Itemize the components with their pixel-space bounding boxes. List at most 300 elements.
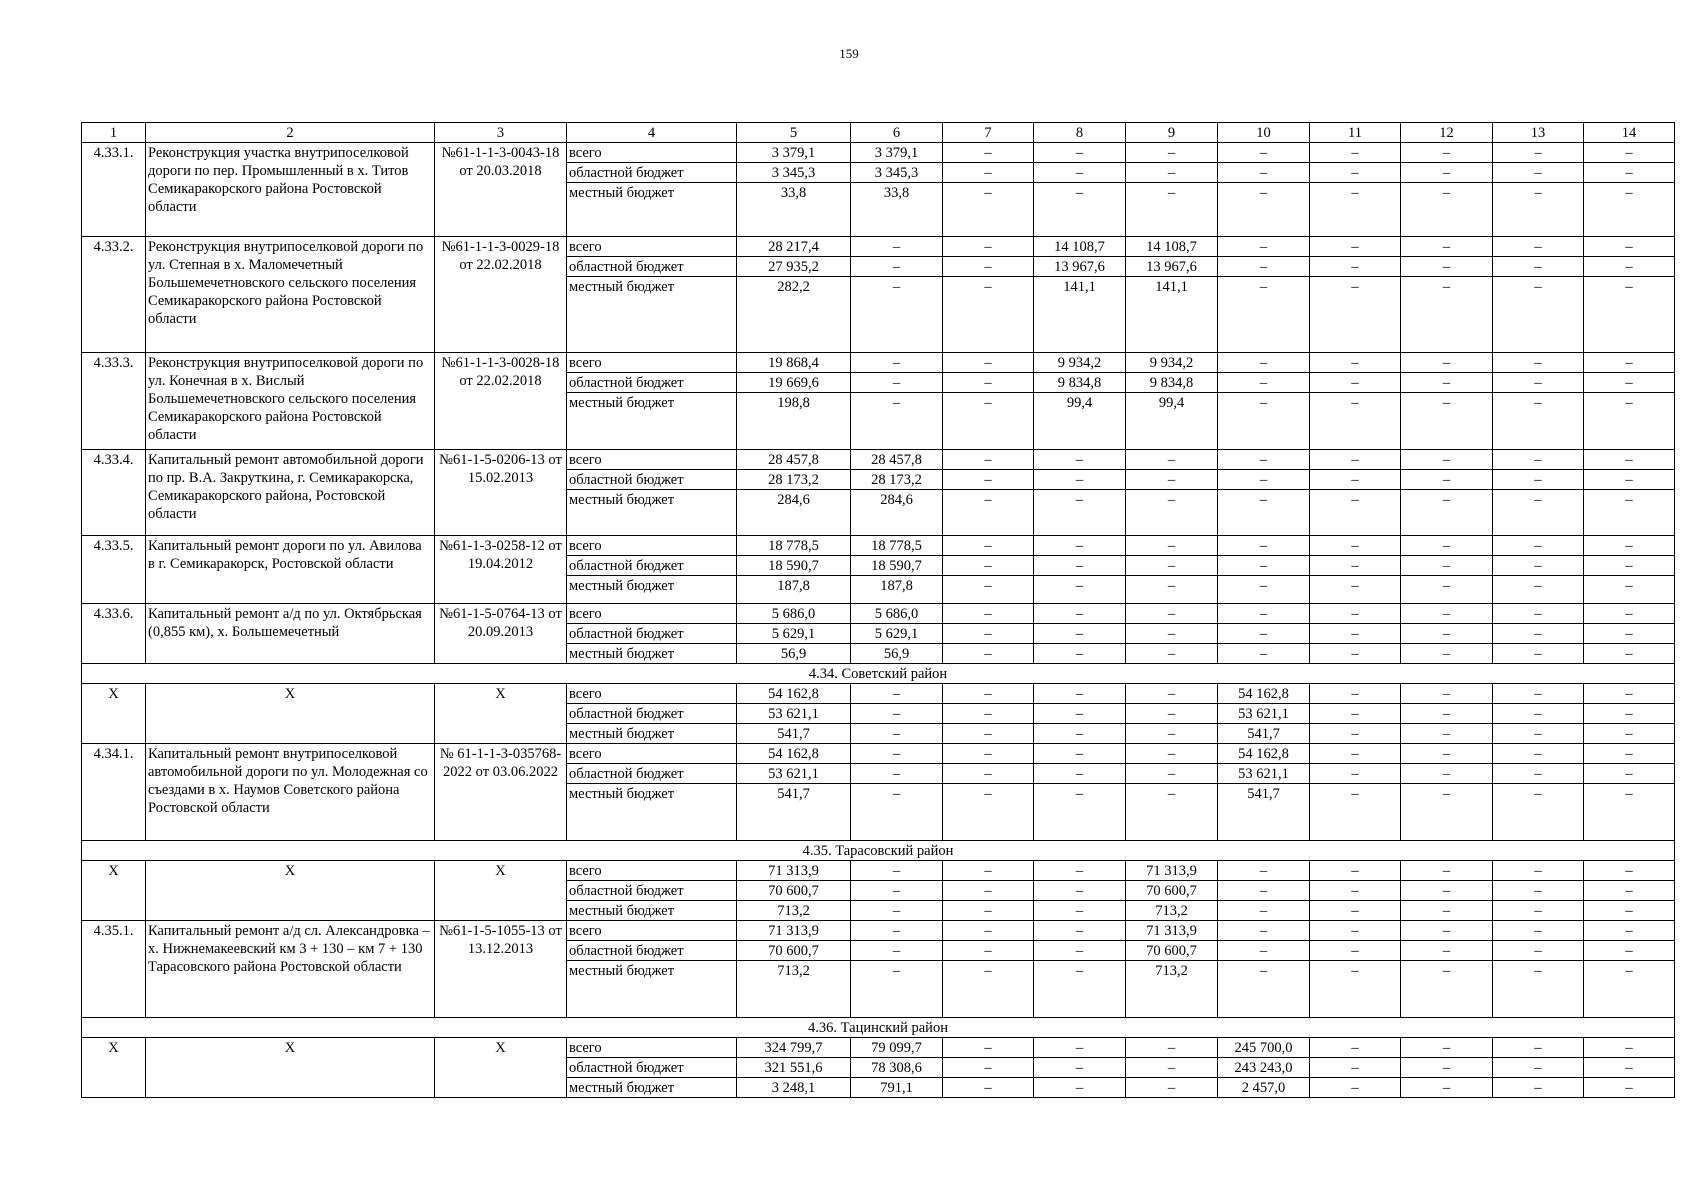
amount-cell: – xyxy=(1401,353,1493,373)
row-name: X xyxy=(146,861,435,921)
amount-cell: – xyxy=(1584,784,1675,841)
amount-cell: – xyxy=(1034,941,1126,961)
amount-cell: – xyxy=(1584,1078,1675,1098)
amount-cell: – xyxy=(1034,183,1126,237)
row-document: №61-1-5-1055-13 от 13.12.2013 xyxy=(435,921,567,1018)
amount-cell: – xyxy=(943,450,1034,470)
amount-cell: – xyxy=(851,277,943,353)
amount-cell: – xyxy=(1034,556,1126,576)
amount-cell: – xyxy=(1034,961,1126,1018)
amount-cell: – xyxy=(943,470,1034,490)
amount-cell: – xyxy=(1034,724,1126,744)
amount-cell: – xyxy=(943,901,1034,921)
amount-cell: – xyxy=(1218,901,1310,921)
amount-cell: – xyxy=(1584,393,1675,450)
funding-source: областной бюджет xyxy=(567,373,737,393)
amount-cell: 3 345,3 xyxy=(851,163,943,183)
amount-cell: – xyxy=(1034,604,1126,624)
funding-source: областной бюджет xyxy=(567,163,737,183)
amount-cell: – xyxy=(943,277,1034,353)
amount-cell: – xyxy=(1584,277,1675,353)
amount-cell: – xyxy=(943,921,1034,941)
amount-cell: – xyxy=(1126,183,1218,237)
amount-cell: – xyxy=(1310,576,1401,604)
amount-cell: – xyxy=(1310,353,1401,373)
amount-cell: – xyxy=(1310,277,1401,353)
table-row xyxy=(82,684,1675,704)
amount-cell: – xyxy=(1126,1078,1218,1098)
funding-source: местный бюджет xyxy=(567,183,737,237)
amount-cell: – xyxy=(1584,450,1675,470)
amount-cell: – xyxy=(851,961,943,1018)
amount-cell: – xyxy=(943,1038,1034,1058)
amount-cell: – xyxy=(1401,961,1493,1018)
amount-cell: – xyxy=(851,921,943,941)
amount-cell: – xyxy=(1584,1038,1675,1058)
amount-cell: – xyxy=(1126,1058,1218,1078)
amount-cell: – xyxy=(1034,450,1126,470)
amount-cell: – xyxy=(1584,576,1675,604)
amount-cell: – xyxy=(851,941,943,961)
amount-cell: – xyxy=(1401,624,1493,644)
row-document: № 61-1-1-3-035768-2022 от 03.06.2022 xyxy=(435,744,567,841)
funding-source: местный бюджет xyxy=(567,644,737,664)
amount-cell: 28 217,4 xyxy=(737,237,851,257)
amount-cell: – xyxy=(1401,1078,1493,1098)
amount-cell: – xyxy=(1584,901,1675,921)
amount-cell: – xyxy=(1401,393,1493,450)
row-name: Реконструкция внутрипоселковой дороги по ул. Конечная в х. Вислый Большемечетновского сельского поселения Семикаракорского района Ростовской области xyxy=(146,353,435,450)
amount-cell: 70 600,7 xyxy=(1126,881,1218,901)
amount-cell: 99,4 xyxy=(1126,393,1218,450)
funding-source: местный бюджет xyxy=(567,961,737,1018)
budget-table xyxy=(81,122,1675,1098)
amount-cell: – xyxy=(1310,784,1401,841)
row-code: 4.33.4. xyxy=(82,450,146,536)
amount-cell: – xyxy=(1218,143,1310,163)
amount-cell: – xyxy=(1034,1078,1126,1098)
column-number: 7 xyxy=(943,123,1034,143)
amount-cell: – xyxy=(1401,450,1493,470)
amount-cell: – xyxy=(1584,744,1675,764)
amount-cell: – xyxy=(1493,353,1584,373)
amount-cell: – xyxy=(1584,183,1675,237)
amount-cell: – xyxy=(1310,604,1401,624)
column-number: 8 xyxy=(1034,123,1126,143)
amount-cell: – xyxy=(1218,624,1310,644)
amount-cell: – xyxy=(1218,450,1310,470)
amount-cell: – xyxy=(1401,744,1493,764)
amount-cell: – xyxy=(1034,624,1126,644)
amount-cell: – xyxy=(851,257,943,277)
funding-source: областной бюджет xyxy=(567,1058,737,1078)
column-number: 13 xyxy=(1493,123,1584,143)
row-name: Капитальный ремонт дороги по ул. Авилова в г. Семикаракорск, Ростовской области xyxy=(146,536,435,604)
amount-cell: – xyxy=(1401,764,1493,784)
amount-cell: – xyxy=(1218,163,1310,183)
amount-cell: – xyxy=(1034,576,1126,604)
amount-cell: – xyxy=(943,353,1034,373)
amount-cell: 33,8 xyxy=(851,183,943,237)
amount-cell: – xyxy=(1493,901,1584,921)
row-name: X xyxy=(146,684,435,744)
amount-cell: – xyxy=(1584,1058,1675,1078)
amount-cell: – xyxy=(1034,901,1126,921)
amount-cell: – xyxy=(1310,861,1401,881)
amount-cell: 28 457,8 xyxy=(737,450,851,470)
amount-cell: – xyxy=(1218,644,1310,664)
funding-source: местный бюджет xyxy=(567,1078,737,1098)
amount-cell: – xyxy=(851,373,943,393)
amount-cell: – xyxy=(943,744,1034,764)
amount-cell: – xyxy=(1034,861,1126,881)
amount-cell: – xyxy=(1310,704,1401,724)
amount-cell: – xyxy=(1401,941,1493,961)
amount-cell: – xyxy=(1401,784,1493,841)
amount-cell: – xyxy=(1493,941,1584,961)
amount-cell: – xyxy=(1493,624,1584,644)
amount-cell: – xyxy=(1493,1058,1584,1078)
funding-source: областной бюджет xyxy=(567,704,737,724)
amount-cell: – xyxy=(1310,470,1401,490)
amount-cell: – xyxy=(851,861,943,881)
amount-cell: – xyxy=(1310,941,1401,961)
amount-cell: – xyxy=(1493,576,1584,604)
page-number: 159 xyxy=(839,46,859,61)
amount-cell: – xyxy=(1126,490,1218,536)
amount-cell: – xyxy=(1401,143,1493,163)
amount-cell: – xyxy=(1584,536,1675,556)
amount-cell: – xyxy=(943,373,1034,393)
section-title: 4.34. Советский район xyxy=(82,664,1675,684)
row-name: X xyxy=(146,1038,435,1098)
amount-cell: – xyxy=(1401,604,1493,624)
funding-source: местный бюджет xyxy=(567,393,737,450)
funding-source: всего xyxy=(567,536,737,556)
amount-cell: 541,7 xyxy=(737,784,851,841)
amount-cell: – xyxy=(1218,183,1310,237)
amount-cell: – xyxy=(851,704,943,724)
table-row xyxy=(82,861,1675,881)
funding-source: областной бюджет xyxy=(567,764,737,784)
section-row xyxy=(82,1018,1675,1038)
amount-cell: – xyxy=(943,861,1034,881)
amount-cell: 70 600,7 xyxy=(737,881,851,901)
amount-cell: 713,2 xyxy=(1126,901,1218,921)
amount-cell: – xyxy=(1401,1038,1493,1058)
funding-source: областной бюджет xyxy=(567,470,737,490)
table-row xyxy=(82,353,1675,373)
amount-cell: 321 551,6 xyxy=(737,1058,851,1078)
funding-source: всего xyxy=(567,604,737,624)
amount-cell: 54 162,8 xyxy=(1218,744,1310,764)
amount-cell: 54 162,8 xyxy=(737,684,851,704)
amount-cell: – xyxy=(1310,257,1401,277)
column-number: 14 xyxy=(1584,123,1675,143)
row-document: X xyxy=(435,861,567,921)
funding-source: всего xyxy=(567,143,737,163)
amount-cell: – xyxy=(1126,556,1218,576)
amount-cell: 99,4 xyxy=(1034,393,1126,450)
amount-cell: – xyxy=(1493,163,1584,183)
amount-cell: – xyxy=(1310,183,1401,237)
column-number: 4 xyxy=(567,123,737,143)
amount-cell: – xyxy=(1126,724,1218,744)
amount-cell: 284,6 xyxy=(851,490,943,536)
funding-source: областной бюджет xyxy=(567,881,737,901)
amount-cell: 5 686,0 xyxy=(851,604,943,624)
amount-cell: 71 313,9 xyxy=(737,921,851,941)
funding-source: местный бюджет xyxy=(567,490,737,536)
amount-cell: – xyxy=(1584,961,1675,1018)
amount-cell: – xyxy=(1310,764,1401,784)
amount-cell: 53 621,1 xyxy=(737,764,851,784)
row-code: X xyxy=(82,684,146,744)
row-name: Капитальный ремонт а/д сл. Александровка – х. Нижнемакеевский км 3 + 130 – км 7 + 130 Тарасовского района Ростовской области xyxy=(146,921,435,1018)
amount-cell: 78 308,6 xyxy=(851,1058,943,1078)
amount-cell: – xyxy=(1310,163,1401,183)
amount-cell: 71 313,9 xyxy=(737,861,851,881)
row-name: Капитальный ремонт а/д по ул. Октябрьская (0,855 км), х. Большемечетный xyxy=(146,604,435,664)
amount-cell: – xyxy=(1493,1078,1584,1098)
amount-cell: 3 248,1 xyxy=(737,1078,851,1098)
amount-cell: 9 834,8 xyxy=(1126,373,1218,393)
row-name: Капитальный ремонт внутрипоселковой автомобильной дороги по ул. Молодежная со съездами в х. Наумов Советского района Ростовской области xyxy=(146,744,435,841)
row-code: X xyxy=(82,861,146,921)
amount-cell: 713,2 xyxy=(737,901,851,921)
amount-cell: – xyxy=(1034,1038,1126,1058)
amount-cell: 18 590,7 xyxy=(737,556,851,576)
amount-cell: 541,7 xyxy=(1218,784,1310,841)
amount-cell: 324 799,7 xyxy=(737,1038,851,1058)
row-document: X xyxy=(435,1038,567,1098)
funding-source: всего xyxy=(567,237,737,257)
amount-cell: – xyxy=(943,393,1034,450)
amount-cell: – xyxy=(1584,373,1675,393)
amount-cell: – xyxy=(851,784,943,841)
amount-cell: 243 243,0 xyxy=(1218,1058,1310,1078)
amount-cell: 70 600,7 xyxy=(737,941,851,961)
amount-cell: – xyxy=(1493,604,1584,624)
amount-cell: – xyxy=(1218,470,1310,490)
amount-cell: – xyxy=(1126,163,1218,183)
row-name: Реконструкция внутрипоселковой дороги по ул. Степная в х. Маломечетный Большемечетновского сельского поселения Семикаракорского района Ростовской области xyxy=(146,237,435,353)
amount-cell: 18 778,5 xyxy=(737,536,851,556)
amount-cell: 9 834,8 xyxy=(1034,373,1126,393)
amount-cell: 284,6 xyxy=(737,490,851,536)
amount-cell: – xyxy=(1126,536,1218,556)
amount-cell: – xyxy=(1310,373,1401,393)
amount-cell: – xyxy=(1218,237,1310,257)
amount-cell: – xyxy=(1401,536,1493,556)
amount-cell: 33,8 xyxy=(737,183,851,237)
amount-cell: – xyxy=(1401,576,1493,604)
section-row xyxy=(82,841,1675,861)
amount-cell: 53 621,1 xyxy=(1218,764,1310,784)
column-number: 11 xyxy=(1310,123,1401,143)
amount-cell: – xyxy=(1493,764,1584,784)
row-document: №61-1-3-0258-12 от 19.04.2012 xyxy=(435,536,567,604)
funding-source: местный бюджет xyxy=(567,277,737,353)
amount-cell: – xyxy=(1310,1058,1401,1078)
amount-cell: – xyxy=(1126,143,1218,163)
amount-cell: – xyxy=(1584,624,1675,644)
row-name: Капитальный ремонт автомобильной дороги по пр. В.А. Закруткина, г. Семикаракорска, Семикаракорского района, Ростовской области xyxy=(146,450,435,536)
amount-cell: – xyxy=(1126,624,1218,644)
row-name: Реконструкция участка внутрипоселковой дороги по пер. Промышленный в х. Титов Семикаракорского района Ростовской области xyxy=(146,143,435,237)
row-code: 4.33.2. xyxy=(82,237,146,353)
amount-cell: – xyxy=(1493,961,1584,1018)
column-number: 5 xyxy=(737,123,851,143)
amount-cell: – xyxy=(1034,784,1126,841)
amount-cell: – xyxy=(1401,470,1493,490)
amount-cell: – xyxy=(1218,277,1310,353)
amount-cell: – xyxy=(1218,861,1310,881)
amount-cell: – xyxy=(1310,237,1401,257)
amount-cell: 141,1 xyxy=(1126,277,1218,353)
amount-cell: – xyxy=(1584,604,1675,624)
amount-cell: – xyxy=(1218,353,1310,373)
amount-cell: – xyxy=(1493,704,1584,724)
row-document: №61-1-5-0764-13 от 20.09.2013 xyxy=(435,604,567,664)
amount-cell: – xyxy=(1584,704,1675,724)
amount-cell: – xyxy=(1493,183,1584,237)
amount-cell: – xyxy=(1584,684,1675,704)
amount-cell: – xyxy=(1310,684,1401,704)
amount-cell: 79 099,7 xyxy=(851,1038,943,1058)
table-row xyxy=(82,450,1675,470)
amount-cell: – xyxy=(1584,470,1675,490)
column-number: 1 xyxy=(82,123,146,143)
amount-cell: – xyxy=(1310,490,1401,536)
amount-cell: 198,8 xyxy=(737,393,851,450)
amount-cell: – xyxy=(1126,450,1218,470)
amount-cell: – xyxy=(1584,724,1675,744)
amount-cell: – xyxy=(1401,921,1493,941)
amount-cell: – xyxy=(1310,1078,1401,1098)
amount-cell: – xyxy=(1584,861,1675,881)
amount-cell: – xyxy=(1218,536,1310,556)
amount-cell: 54 162,8 xyxy=(1218,684,1310,704)
amount-cell: – xyxy=(1218,881,1310,901)
funding-source: всего xyxy=(567,684,737,704)
funding-source: областной бюджет xyxy=(567,941,737,961)
amount-cell: – xyxy=(1126,576,1218,604)
table-row xyxy=(82,237,1675,257)
amount-cell: – xyxy=(1034,536,1126,556)
amount-cell: – xyxy=(1584,163,1675,183)
amount-cell: – xyxy=(1584,644,1675,664)
table-row xyxy=(82,1038,1675,1058)
amount-cell: 18 778,5 xyxy=(851,536,943,556)
amount-cell: – xyxy=(1401,373,1493,393)
amount-cell: 18 590,7 xyxy=(851,556,943,576)
amount-cell: 9 934,2 xyxy=(1126,353,1218,373)
amount-cell: – xyxy=(943,183,1034,237)
amount-cell: – xyxy=(943,1058,1034,1078)
amount-cell: – xyxy=(1034,1058,1126,1078)
column-number: 6 xyxy=(851,123,943,143)
column-number: 9 xyxy=(1126,123,1218,143)
amount-cell: – xyxy=(1401,704,1493,724)
amount-cell: – xyxy=(943,257,1034,277)
row-code: 4.34.1. xyxy=(82,744,146,841)
amount-cell: – xyxy=(943,644,1034,664)
amount-cell: – xyxy=(943,1078,1034,1098)
amount-cell: – xyxy=(1493,143,1584,163)
amount-cell: – xyxy=(1401,277,1493,353)
amount-cell: – xyxy=(851,744,943,764)
amount-cell: – xyxy=(1126,1038,1218,1058)
amount-cell: 19 669,6 xyxy=(737,373,851,393)
funding-source: областной бюджет xyxy=(567,556,737,576)
amount-cell: 56,9 xyxy=(851,644,943,664)
amount-cell: – xyxy=(1034,470,1126,490)
amount-cell: – xyxy=(1310,724,1401,744)
amount-cell: – xyxy=(851,724,943,744)
amount-cell: – xyxy=(1218,393,1310,450)
amount-cell: – xyxy=(1310,556,1401,576)
amount-cell: 3 379,1 xyxy=(851,143,943,163)
amount-cell: 54 162,8 xyxy=(737,744,851,764)
amount-cell: – xyxy=(1401,644,1493,664)
amount-cell: – xyxy=(943,490,1034,536)
amount-cell: 14 108,7 xyxy=(1034,237,1126,257)
amount-cell: – xyxy=(1493,861,1584,881)
amount-cell: – xyxy=(1218,490,1310,536)
row-code: 4.33.3. xyxy=(82,353,146,450)
amount-cell: – xyxy=(1218,373,1310,393)
amount-cell: 2 457,0 xyxy=(1218,1078,1310,1098)
amount-cell: 19 868,4 xyxy=(737,353,851,373)
amount-cell: – xyxy=(1493,277,1584,353)
amount-cell: – xyxy=(1401,490,1493,536)
column-number-row xyxy=(82,123,1675,143)
amount-cell: – xyxy=(851,881,943,901)
amount-cell: – xyxy=(1310,881,1401,901)
amount-cell: 28 457,8 xyxy=(851,450,943,470)
amount-cell: – xyxy=(1584,257,1675,277)
amount-cell: – xyxy=(1034,764,1126,784)
amount-cell: – xyxy=(1493,237,1584,257)
amount-cell: – xyxy=(1584,490,1675,536)
amount-cell: – xyxy=(943,237,1034,257)
amount-cell: – xyxy=(1584,881,1675,901)
amount-cell: – xyxy=(1034,490,1126,536)
amount-cell: – xyxy=(1401,257,1493,277)
amount-cell: 71 313,9 xyxy=(1126,921,1218,941)
amount-cell: – xyxy=(1493,257,1584,277)
amount-cell: 541,7 xyxy=(1218,724,1310,744)
funding-source: всего xyxy=(567,861,737,881)
table-row xyxy=(82,744,1675,764)
amount-cell: – xyxy=(1310,644,1401,664)
amount-cell: 13 967,6 xyxy=(1126,257,1218,277)
amount-cell: 187,8 xyxy=(737,576,851,604)
amount-cell: – xyxy=(1126,604,1218,624)
amount-cell: – xyxy=(1218,961,1310,1018)
amount-cell: – xyxy=(1493,784,1584,841)
amount-cell: – xyxy=(1401,861,1493,881)
column-number: 10 xyxy=(1218,123,1310,143)
amount-cell: – xyxy=(1493,684,1584,704)
section-row xyxy=(82,664,1675,684)
amount-cell: – xyxy=(1584,941,1675,961)
amount-cell: – xyxy=(1034,704,1126,724)
amount-cell: – xyxy=(1584,921,1675,941)
funding-source: местный бюджет xyxy=(567,724,737,744)
amount-cell: – xyxy=(943,684,1034,704)
